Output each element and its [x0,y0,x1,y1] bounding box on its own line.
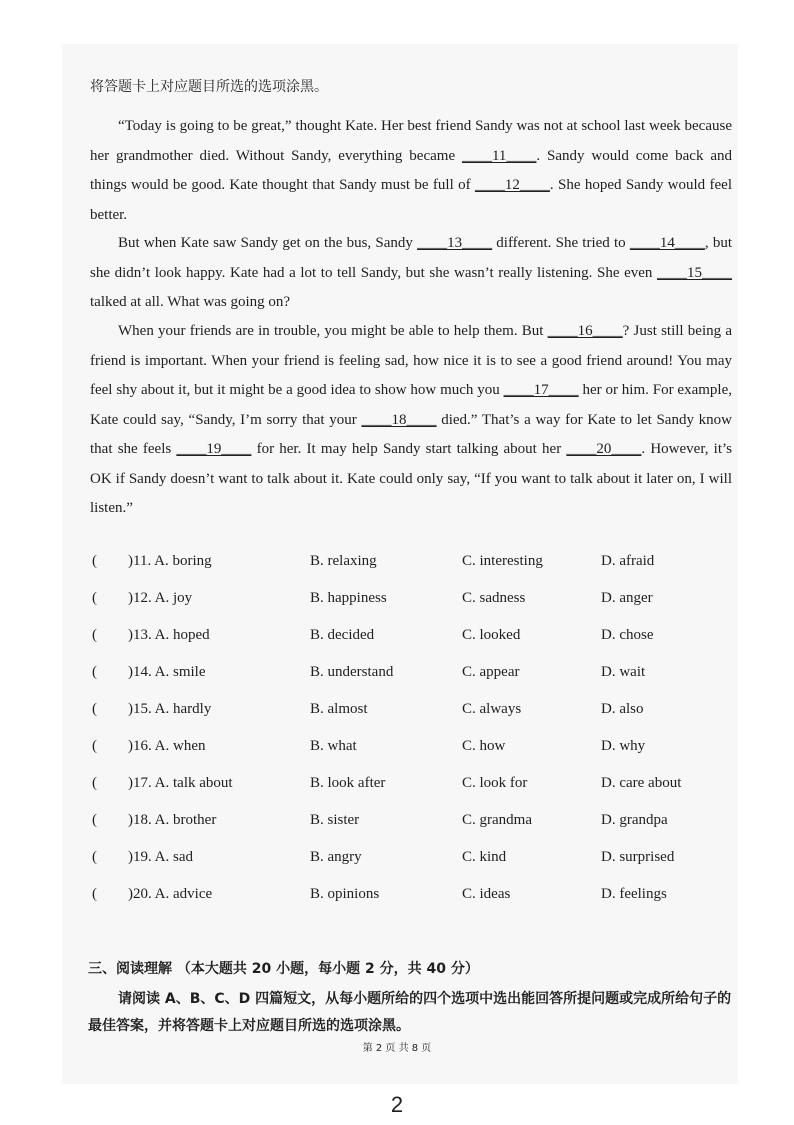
option-d: D. also [601,701,644,717]
passage-text: “Today is going to be great,” thought Kate. Her best friend Sandy was not at school last week because her grandmother died. Without Sandy, everything became [90,118,732,164]
option-d: D. chose [601,627,654,643]
question-number-option-a: )17. A. talk about [128,775,233,791]
question-row [0,886,794,908]
question-number-option-a: )19. A. sad [128,849,193,865]
answer-paren: ( [92,886,97,902]
option-c: C. appear [462,664,520,680]
question-row [0,701,794,723]
question-number-option-a: )16. A. when [128,738,206,754]
page-number: 2 [390,1092,404,1117]
option-c: C. how [462,738,506,754]
option-b: B. sister [310,812,360,828]
answer-paren: ( [92,664,97,680]
question-number-option-a: )12. A. joy [128,590,193,606]
option-d: D. care about [601,775,682,791]
option-b: B. angry [310,849,362,865]
section-instructions [88,986,734,1040]
passage-text: different. She tried to [492,235,630,251]
question-number-option-a: )14. A. smile [128,664,206,680]
question-row [0,590,794,612]
passage-text: . She hoped Sandy would feel better. [90,177,732,223]
question-row [0,664,794,686]
option-d: D. anger [601,590,653,606]
option-c: C. look for [462,775,528,791]
answer-blank: ____14____ [629,235,705,251]
question-number-option-a: )13. A. hoped [128,627,210,643]
option-c: C. grandma [462,812,532,828]
question-number-option-a: )11. A. boring [128,553,212,569]
option-d: D. grandpa [601,812,668,828]
answer-blank: ____18____ [361,411,437,428]
question-row [0,553,794,575]
option-d: D. surprised [601,849,675,865]
question-row [0,812,794,834]
option-c: C. interesting [462,553,543,569]
answer-blank: ____17____ [503,382,579,398]
page-footer: 第 2 页 共 8 页 [362,1043,432,1054]
intro-instruction: 将答题卡上对应题目所选的选项涂黑。 [90,79,328,95]
answer-blank: ____16____ [547,323,623,339]
section-instructions-text: 请阅读 A、B、C、D 四篇短文，从每小题所给的四个选项中选出能回答所提问题或完成所给句子的最佳答案，并将答题卡上对应题目所选的选项涂黑。 [88,991,732,1034]
option-c: C. sadness [462,590,526,606]
passage-text: her or him. For example, Kate could say, “Sandy, I’m sorry that your [90,382,732,428]
answer-blank: ____20____ [566,441,642,457]
passage-text: . However, it’s OK if Sandy doesn’t want to talk about it. Kate could only say, “If you want to talk about it later on, I will listen.” [90,441,732,516]
option-c: C. ideas [462,886,511,902]
question-number-option-a: )15. A. hardly [128,701,212,717]
passage-text: died.” That’s a way for Kate to let Sandy know that she feels [90,411,732,457]
passage-text: talked at all. What was going on? [90,294,291,310]
option-c: C. always [462,701,522,717]
passage-text: . Sandy would come back and things would be good. Kate thought that Sandy must be full of [90,147,732,193]
option-c: C. looked [462,627,521,643]
answer-paren: ( [92,738,97,754]
answer-paren: ( [92,775,97,791]
question-row [0,775,794,797]
option-d: D. feelings [601,886,667,902]
passage-paragraph-1 [90,112,732,230]
passage-paragraph-3 [90,317,732,524]
question-number-option-a: )20. A. advice [128,886,213,902]
answer-paren: ( [92,812,97,828]
option-d: D. wait [601,664,646,680]
option-b: B. understand [310,664,394,680]
option-d: D. afraid [601,553,655,569]
option-b: B. relaxing [310,553,377,569]
answer-paren: ( [92,553,97,569]
passage-text: When your friends are in trouble, you might be able to help them. But [118,323,548,339]
passage-text: ? Just still being a friend is important. When your friend is feeling sad, how nice it is to see a good friend around! You may feel shy about it, but it might be a good idea to show how much you [90,323,732,398]
answer-paren: ( [92,590,97,606]
answer-blank: ____11____ [461,147,537,164]
question-row [0,849,794,871]
option-b: B. look after [310,775,386,791]
section-title: 三、阅读理解 （本大题共 20 小题，每小题 2 分，共 40 分） [88,961,479,977]
answer-blank: ____13____ [417,235,493,251]
question-number-option-a: )18. A. brother [128,812,217,828]
option-b: B. almost [310,701,368,717]
option-c: C. kind [462,849,507,865]
option-b: B. happiness [310,590,387,606]
option-b: B. what [310,738,357,754]
passage-paragraph-2 [90,229,732,318]
passage-text: , but she didn’t look happy. Kate had a lot to tell Sandy, but she wasn’t really listening. She even [90,235,732,281]
answer-blank: ____15____ [657,264,732,281]
passage-text: for her. It may help Sandy start talking about her [251,441,567,457]
answer-paren: ( [92,701,97,717]
option-b: B. opinions [310,886,380,902]
question-row [0,627,794,649]
option-b: B. decided [310,627,375,643]
option-d: D. why [601,738,646,754]
answer-paren: ( [92,849,97,865]
answer-paren: ( [92,627,97,643]
passage-text: But when Kate saw Sandy get on the bus, Sandy [118,235,418,251]
answer-blank: ____12____ [474,177,550,193]
question-row [0,738,794,760]
answer-blank: ____19____ [176,441,252,457]
